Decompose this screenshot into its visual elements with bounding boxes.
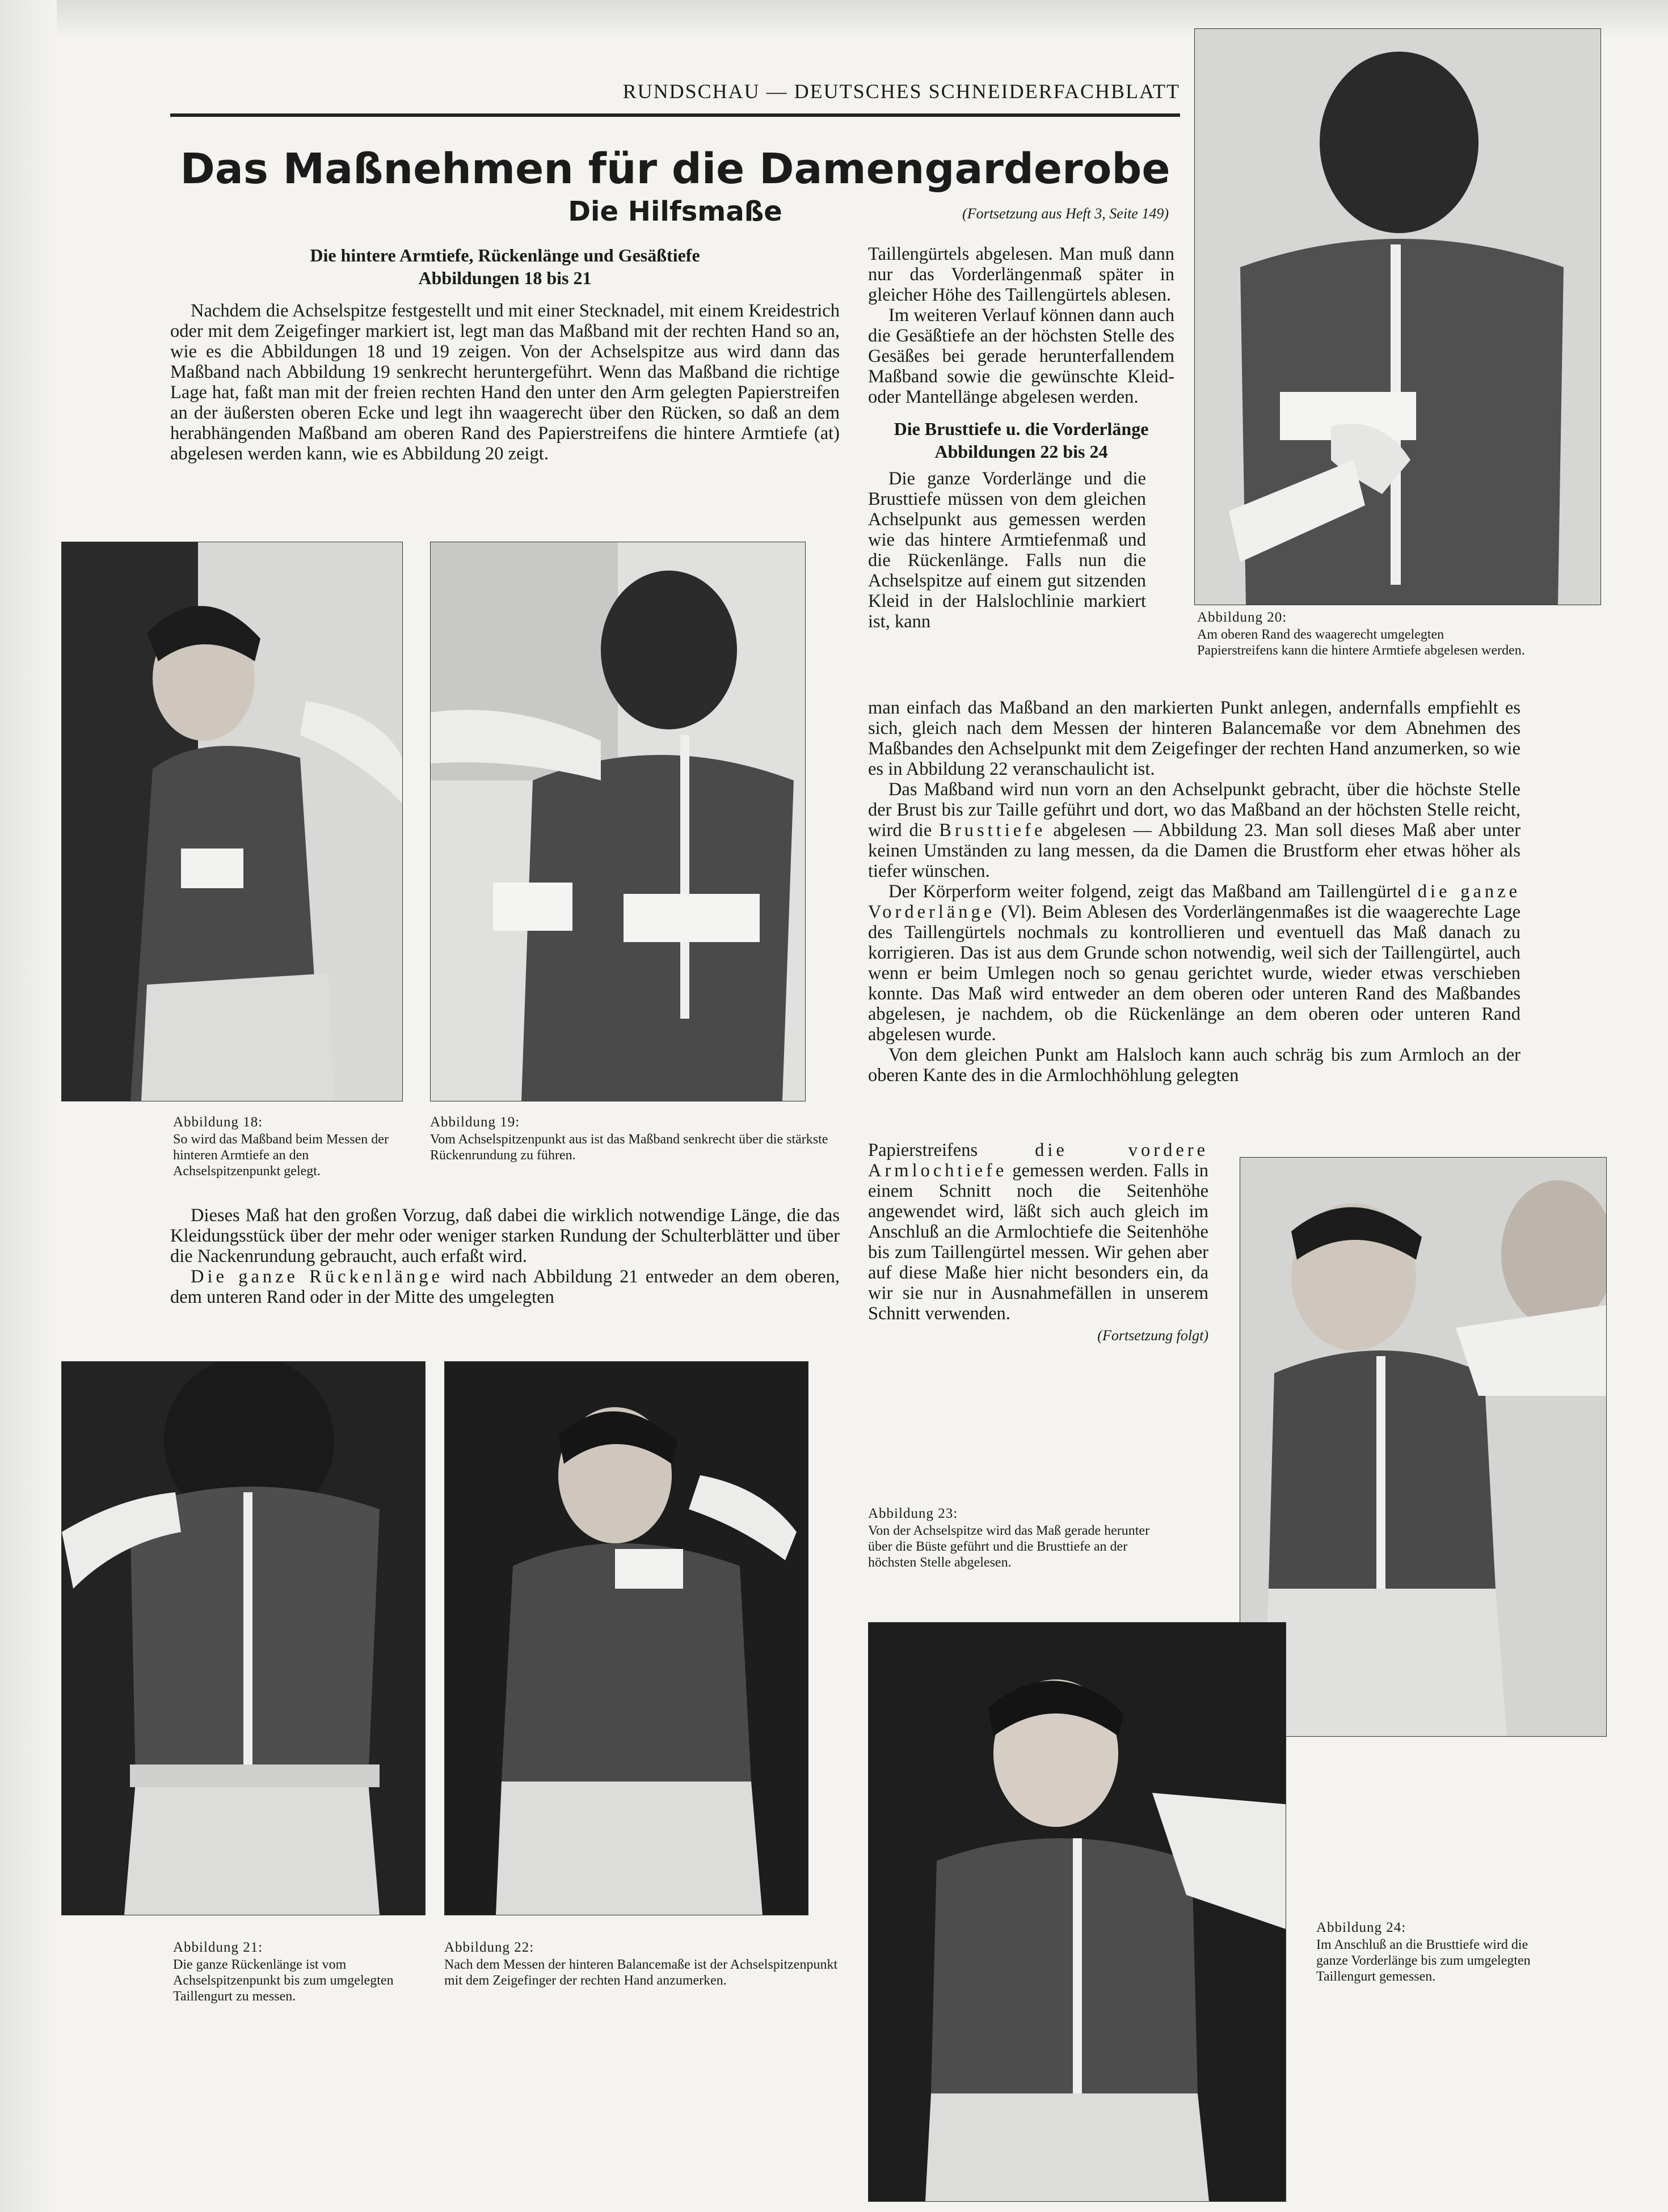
photo-figure-22: [444, 1361, 808, 1915]
caption-text: So wird das Maßband beim Messen der hinteren Armtiefe an den Achselspitzenpunkt gelegt.: [173, 1132, 389, 1179]
photo-figure-18: [61, 542, 403, 1101]
caption-figure-22: [444, 1940, 841, 1989]
paragraph-col2-1: Taillengürtels abgelesen. Man muß dann nur das Vorderlängenmaß später in gleicher Höhe des Taillengürtels ablesen.: [868, 244, 1174, 305]
continuation-follows: (Fortsetzung folgt): [1097, 1327, 1208, 1344]
caption-text: Von der Achselspitze wird das Maß gerade herunter über die Büste geführt und die Brusttiefe an der höchsten Stelle abgelesen.: [868, 1523, 1150, 1570]
paragraph-wide-1: man einfach das Maßband an den markierten Punkt anlegen, andernfalls empfiehlt es sich, gleich nach dem Messen der hinteren Balancemaße vor dem Abnehmen des Maßbandes den Achselpunkt mit dem Zeigefinger der rechten Hand anzumerken, so wie es in Abbildung 22 veranschaulicht ist.: [868, 698, 1520, 779]
article-title: Das Maßnehmen für die Damengarderobe: [180, 145, 1170, 193]
section-heading-front-line2: Abbildungen 22 bis 24: [934, 441, 1108, 462]
paragraph-col2-2: Im weiteren Verlauf können dann auch die Gesäßtiefe an der höchsten Stelle des Gesäßes bei gerade herunterfallendem Maßband sowie die gewünschte Kleid- oder Mantellänge abgelesen werden.: [868, 305, 1174, 407]
photo-figure-24: [868, 1622, 1286, 2202]
narrow-text-block: [868, 1140, 1208, 1344]
paragraph-col2-3: Die ganze Vorderlänge und die Brusttiefe müssen von dem gleichen Achselpunkt aus gemessen werden wie das hintere Armtiefenmaß und die Rückenlänge. Falls nun die Achselspitze auf einem gut sitzenden Kleid in der Halslochlinie markiert ist, kann: [868, 468, 1146, 632]
column-right-top: [868, 244, 1174, 632]
caption-text: Vom Achselspitzenpunkt aus ist das Maßband senkrecht über die stärkste Rückenrundung zu führen.: [430, 1132, 828, 1163]
photo-figure-23: [1240, 1157, 1607, 1737]
running-header: RUNDSCHAU — DEUTSCHES SCHNEIDERFACHBLATT: [622, 80, 1180, 103]
caption-text: Am oberen Rand des waagerecht umgelegten Papierstreifens kann die hintere Armtiefe abgelesen werden.: [1197, 627, 1525, 658]
section-heading-front: [868, 417, 1174, 463]
section-heading-back: [170, 244, 840, 289]
paragraph-wide-2: Das Maßband wird nun vorn an den Achselpunkt gebracht, über die höchste Stelle der Brust bis zur Taille geführt und dort, wo das Maßband an der höchsten Stelle reicht, wird die Brusttiefe abgelesen — Abbildung 23. Man soll dieses Maß aber unter keinen Umständen zu lang messen, da die Damen die Brustform eher etwas höher als tiefer wünschen.: [868, 779, 1521, 881]
caption-figure-18: [173, 1115, 400, 1179]
caption-label: Abbildung 23:: [868, 1506, 958, 1521]
photo-figure-19: [430, 542, 806, 1101]
caption-label: Abbildung 21:: [173, 1940, 263, 1955]
caption-label: Abbildung 22:: [444, 1940, 534, 1955]
paragraph-back-2-block: [170, 1205, 840, 1307]
caption-figure-24: [1316, 1920, 1532, 1985]
paragraph-back-3: Die ganze Rückenlänge wird nach Abbildung 21 entweder an dem oberen, dem unteren Rand oder in der Mitte des umgelegten: [170, 1267, 840, 1307]
continuation-note: (Fortsetzung aus Heft 3, Seite 149): [962, 205, 1169, 222]
caption-figure-20: [1197, 610, 1526, 658]
paragraph-wide-3: Der Körperform weiter folgend, zeigt das Maßband am Taillengürtel die ganze Vorderlänge (Vl). Beim Ablesen des Vorderlängenmaßes ist die waagerechte Lage des Taillengürtels nochmals zu kontrollieren und eventuell das Maß danach zu korrigieren. Das ist aus dem Grunde schon notwendig, weil sich der Taillengürtel, auch wenn er beim Umlegen noch so genau gerichtet wurde, wieder etwas verschieben konnte. Das Maß wird entweder an dem oberen oder unteren Rand des Maßbandes abgelesen, je nachdem, ob die Rückenlänge an dem oberen oder unteren Rand abgelesen wurde.: [868, 881, 1521, 1045]
header-rule: [170, 113, 1180, 117]
caption-figure-21: [173, 1940, 423, 2004]
wide-text-block: [868, 698, 1520, 1086]
caption-label: Abbildung 20:: [1197, 610, 1287, 625]
caption-label: Abbildung 19:: [430, 1115, 520, 1130]
paragraph-wide-4: Von dem gleichen Punkt am Halsloch kann auch schräg bis zum Armloch an der oberen Kante des in die Armlochhöhlung gelegten: [868, 1045, 1520, 1086]
paragraph-back-1: Nachdem die Achselspitze festgestellt und mit einer Stecknadel, mit einem Kreidestrich oder mit dem Zeigefinger markiert ist, legt man das Maßband mit der rechten Hand so an, wie es die Abbildungen 18 und 19 zeigen. Von der Achselspitze aus wird dann das Maßband nach Abbildung 19 senkrecht heruntergeführt. Wenn das Maßband die richtige Lage hat, faßt man mit der freien rechten Hand den unter den Arm gelegten Papierstreifen an der äußersten oberen Ecke und legt ihn waagerecht über den Rücken, so daß an dem herabhängenden Maßband am oberen Rand des Papierstreifens die hintere Armtiefe (at) abgelesen werden kann, wie es Abbildung 20 zeigt.: [170, 301, 840, 464]
caption-label: Abbildung 24:: [1316, 1920, 1406, 1935]
section-heading-front-line1: Die Brusttiefe u. die Vorderlänge: [894, 419, 1149, 439]
paragraph-narrow: Papierstreifens die vordere Armlochtiefe gemessen werden. Falls in einem Schnitt noch die Seitenhöhe angewendet wird, läßt sich auch gleich im Anschluß an die Armlochtiefe die Seitenhöhe bis zum Taillengürtel messen. Wir gehen aber auf diese Maße hier nicht besonders ein, da wir sie nur in Ausnahmefällen in unserem Schnitt verwenden.: [868, 1140, 1208, 1324]
scan-edge-left: [0, 0, 57, 2212]
section-heading-line2: Abbildungen 18 bis 21: [418, 268, 592, 288]
caption-figure-23: [868, 1506, 1163, 1571]
photo-figure-21: [61, 1361, 426, 1915]
caption-figure-19: [430, 1115, 839, 1163]
article-subtitle: Die Hilfsmaße: [568, 196, 782, 227]
caption-text: Nach dem Messen der hinteren Balancemaße ist der Achselspitzenpunkt mit dem Zeigefinger der rechten Hand anzumerken.: [444, 1957, 838, 1988]
section-heading-line1: Die hintere Armtiefe, Rückenlänge und Gesäßtiefe: [310, 245, 700, 265]
paragraph-back-2: Dieses Maß hat den großen Vorzug, daß dabei die wirklich notwendige Länge, die das Kleidungsstück über der mehr oder weniger starken Rundung der Schulterblätter und über die Nackenrundung gebraucht, auch erfaßt wird.: [170, 1205, 840, 1267]
caption-label: Abbildung 18:: [173, 1115, 263, 1130]
caption-text: Die ganze Rückenlänge ist vom Achselspitzenpunkt bis zum umgelegten Taillengurt zu messen.: [173, 1957, 394, 2004]
paragraph-back-1-block: [170, 301, 840, 464]
photo-figure-20: [1194, 28, 1601, 605]
caption-text: Im Anschluß an die Brusttiefe wird die ganze Vorderlänge bis zum umgelegten Taillengurt gemessen.: [1316, 1937, 1531, 1984]
